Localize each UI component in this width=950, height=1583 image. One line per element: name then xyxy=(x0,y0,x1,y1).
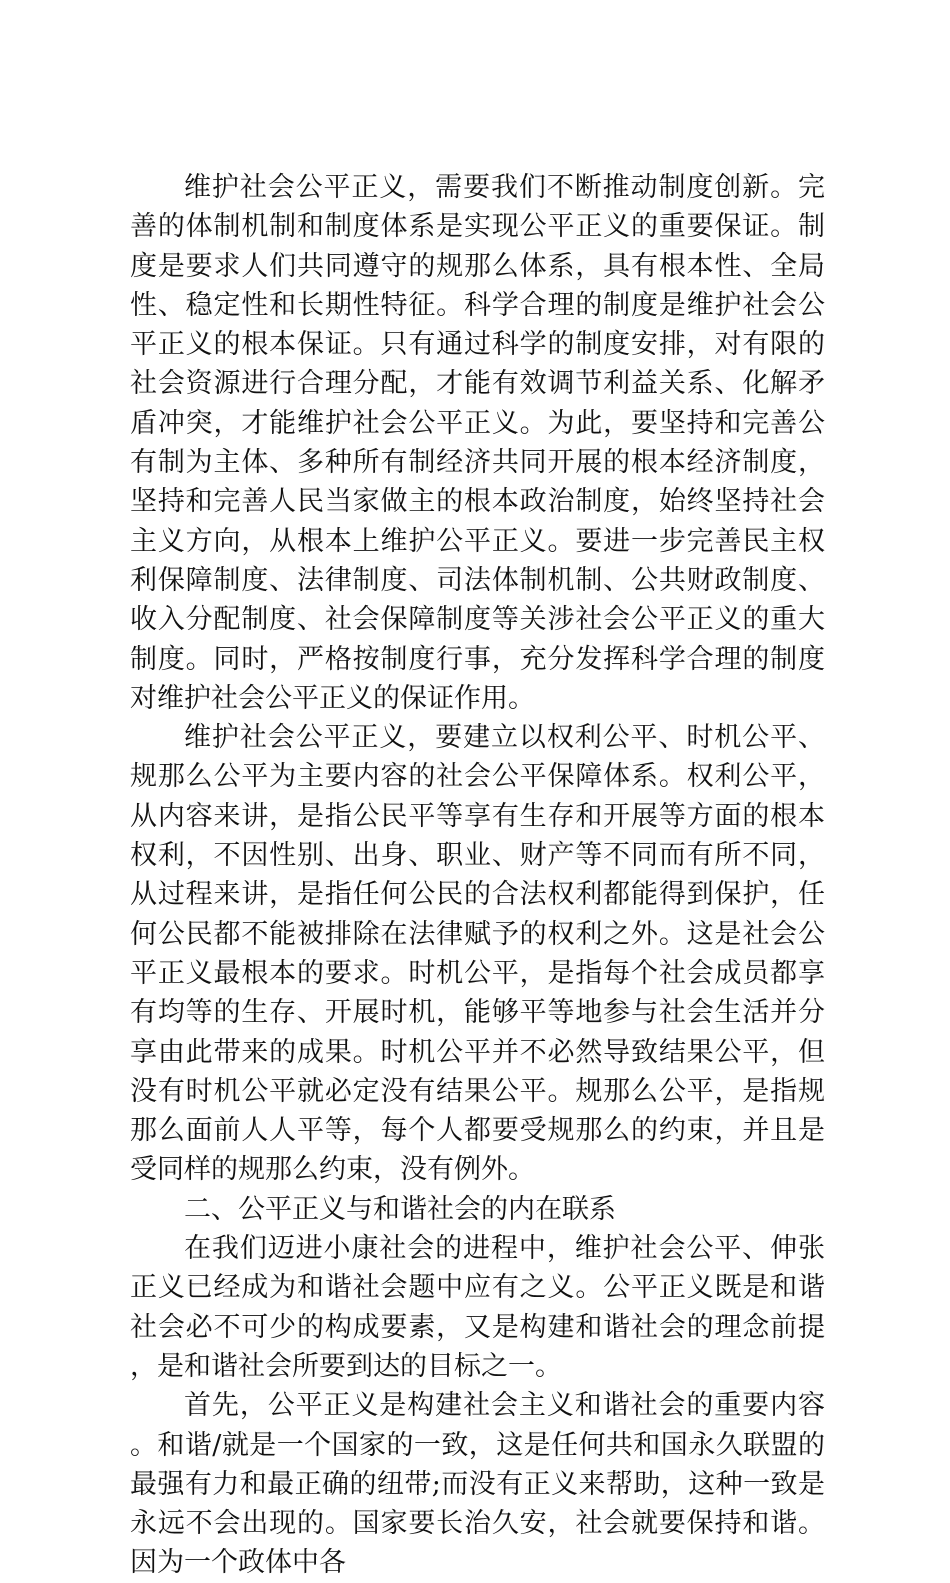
document-body xyxy=(130,168,825,1583)
paragraph-firstly: 首先，公平正义是构建社会主义和谐社会的重要内容。和谐/就是一个国家的一致，这是任何共和国永久联盟的最强有力和最正确的纽带;而没有正义来帮助，这种一致是永远不会出现的。国家要长治久安，社会就要保持和谐。因为一个政体中各 xyxy=(130,1390,825,1579)
paragraph-fairness-guarantee-system: 维护社会公平正义，要建立以权利公平、时机公平、规那么公平为主要内容的社会公平保障体系。权利公平，从内容来讲，是指公民平等享有生存和开展等方面的根本权利，不因性别、出身、职业、财产等不同而有所不同，从过程来讲，是指任何公民的合法权利都能得到保护，任何公民都不能被排除在法律赋予的权利之外。这是社会公平正义最根本的要求。时机公平，是指每个社会成员都享有均等的生存、开展时机，能够平等地参与社会生活并分享由此带来的成果。时机公平并不必然导致结果公平，但没有时机公平就必定没有结果公平。规那么公平，是指规那么面前人人平等，每个人都要受规那么的约束，并且是受同样的规那么约束，没有例外。 xyxy=(130,722,825,1186)
paragraph-harmonious-society: 在我们迈进小康社会的进程中，维护社会公平、伸张正义已经成为和谐社会题中应有之义。公平正义既是和谐社会必不可少的构成要素，又是构建和谐社会的理念前提，是和谐社会所要到达的目标之一。 xyxy=(130,1233,825,1382)
section-heading: 二、公平正义与和谐社会的内在联系 xyxy=(184,1193,616,1225)
paragraph-institutional-innovation: 维护社会公平正义，需要我们不断推动制度创新。完善的体制机制和制度体系是实现公平正义的重要保证。制度是要求人们共同遵守的规那么体系，具有根本性、全局性、稳定性和长期性特征。科学合理的制度是维护社会公平正义的根本保证。只有通过科学的制度安排，对有限的社会资源进行合理分配，才能有效调节利益关系、化解矛盾冲突，才能维护社会公平正义。为此，要坚持和完善公有制为主体、多种所有制经济共同开展的根本经济制度，坚持和完善人民当家做主的根本政治制度，始终坚持社会主义方向，从根本上维护公平正义。要进一步完善民主权利保障制度、法律制度、司法体制机制、公共财政制度、收入分配制度、社会保障制度等关涉社会公平正义的重大制度。同时，严格按制度行事，充分发挥科学合理的制度对维护社会公平正义的保证作用。 xyxy=(130,172,825,714)
